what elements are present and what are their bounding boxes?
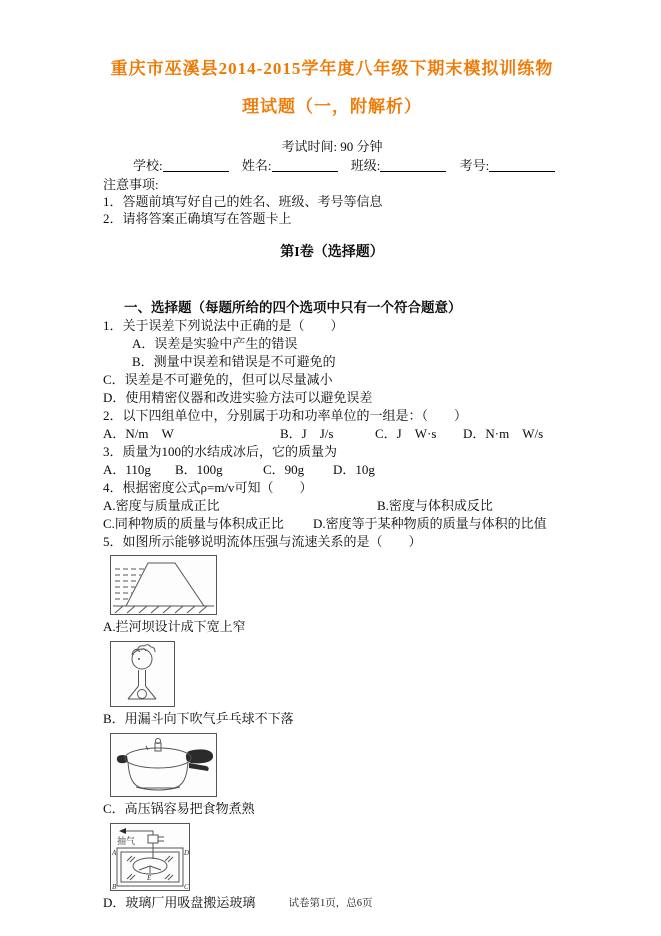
paper-title-line1: 重庆市巫溪县2014-2015学年度八年级下期末模拟训练物 [110,59,554,78]
pump-label: 抽气 [117,836,136,846]
note-item-1: 1．答题前填写好自己的姓名、班级、考号等信息 [103,194,383,209]
corner-b: B [112,883,117,891]
school-field [133,158,229,173]
corner-c: C [184,883,189,891]
q3-stem: 3．质量为100的水结成冰后，它的质量为 [103,444,338,459]
student-info-row [103,156,561,176]
school-blank [163,158,229,172]
q5-option-d-label: D．玻璃厂用吸盘搬运玻璃 [103,895,256,910]
q4-option-d: D.密度等于某种物质的质量与体积的比值 [313,516,547,531]
cooker-side-knob [117,755,128,763]
examno-label: 考号: [459,158,490,173]
dam-figure [110,555,217,615]
name-label: 姓名: [241,158,272,173]
q3-option-c: C．90g [263,462,305,477]
q2-stem: 2．以下四组单位中，分别属于功和功率单位的一组是：（ ） [103,408,468,423]
note-item-2: 2．请将答案正确填写在答题卡上 [103,211,292,226]
examno-field [460,158,556,173]
ground-hatch [115,606,207,613]
q3-option-b: B．100g [175,462,223,477]
q2-option-a: A．N/m W [103,426,174,441]
q2-options-row [103,425,561,443]
page-footer: 试卷第1页，总6页 [288,898,373,909]
class-label: 班级: [350,158,381,173]
funnel-ball-figure [110,641,175,707]
section-title: 第I卷（选择题） [280,245,384,260]
q2-option-d: D．N·m W/s [463,426,544,441]
q5-option-c-label: C．高压锅容易把食物煮熟 [103,801,255,816]
class-field [351,158,447,173]
q1-stem: 1．关于误差下列说法中正确的是（ ） [103,318,344,333]
q2-option-c: C．J W·s [375,426,437,441]
suction-glass-figure [110,823,190,891]
pressure-cooker-figure [110,733,217,797]
q4-option-b: B.密度与体积成反比 [377,498,493,513]
q3-option-a: A．110g [103,462,151,477]
q4-options-row1 [103,497,561,515]
subsection-title: 一、选择题（每题所给的四个选项中只有一个符合题意） [124,300,462,315]
corner-d: D [184,849,190,857]
q1-option-c: C．误差是不可避免的，但可以尽量减小 [103,372,333,387]
corner-a: A [112,849,117,857]
q4-stem: 4．根据密度公式ρ=m/v可知（ ） [103,480,313,495]
q5-option-a-label: A.拦河坝设计成下宽上窄 [103,619,246,634]
hair-scribble [132,645,155,655]
left-arrow-icon [119,828,126,834]
q4-option-a: A.密度与质量成正比 [103,498,220,513]
exam-time: 考试时间: 90 分钟 [281,139,383,154]
center-e: E [147,874,152,882]
notes-heading: 注意事项: [103,177,159,192]
q1-option-d: D．使用精密仪器和改进实验方法可以避免误差 [103,390,373,405]
q2-option-b: B．J J/s [280,426,334,441]
paper-title [103,50,561,126]
cooker-handle [186,749,213,763]
class-blank [380,158,446,172]
name-blank [272,158,338,172]
q4-option-c: C.同种物质的质量与体积成正比 [103,516,284,531]
q5-stem: 5．如图所示能够说明流体压强与流速关系的是（ ） [103,534,422,549]
q3-options-row [103,461,561,479]
q1-option-b: B．测量中误差和错误是不可避免的 [132,354,336,369]
school-label: 学校: [133,158,163,173]
q1-option-a: A．误差是实验中产生的错误 [132,336,298,351]
paper-title-line2: 理试题（一，附解析） [242,97,422,116]
examno-blank [489,158,555,172]
q5-option-b-label: B．用漏斗向下吹气乒乓球不下落 [103,711,294,726]
cooker-handle-lower [189,763,209,771]
q4-options-row2 [103,515,561,533]
name-field [242,158,338,173]
q3-option-d: D．10g [333,462,375,477]
